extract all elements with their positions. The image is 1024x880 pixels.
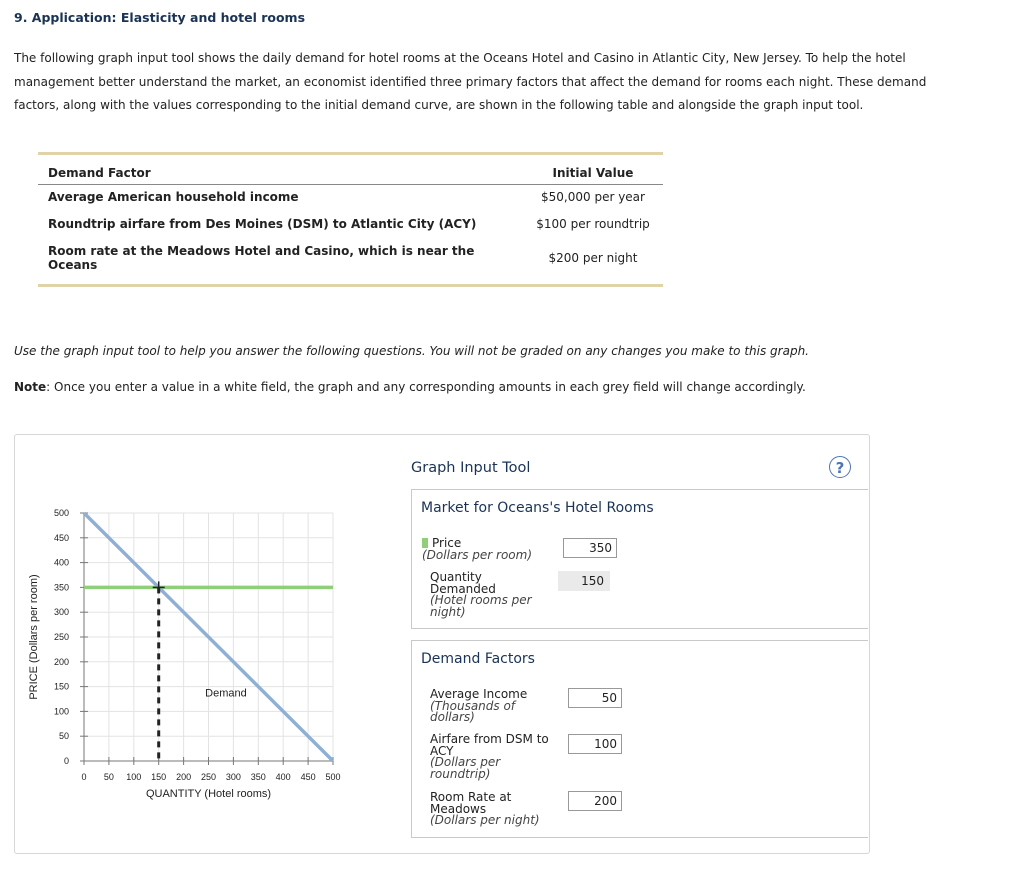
x-tick-label: 200 [176,772,192,782]
x-tick-label: 350 [250,772,266,782]
x-tick-label: 450 [300,772,316,782]
y-tick-label: 500 [53,508,69,518]
y-tick-label: 250 [53,632,69,642]
room-rate-label-group [430,792,540,827]
y-tick-label: 200 [53,656,69,667]
graph-input-panel [14,434,870,854]
y-tick-label: 350 [53,582,69,593]
y-tick-label: 300 [53,607,69,618]
x-tick-label: 100 [126,772,142,782]
factor-value: $100 per roundtrip [536,217,650,231]
airfare-label-line2: ACY [430,743,454,758]
income-label: Average Income [430,687,528,701]
table-row [38,185,663,213]
x-tick-label: 400 [275,772,291,782]
room-rate-label-line1: Room Rate at [430,790,512,804]
market-box [411,489,868,629]
room-rate-unit: (Dollars per night) [430,813,540,827]
col-header-initial-value: Initial Value [523,155,663,185]
quantity-unit-line2: night) [430,604,466,619]
airfare-label-group [430,734,549,780]
factor-value: $200 per night [548,251,638,265]
y-tick-label: 100 [53,706,69,717]
x-axis-label: QUANTITY (Hotel rooms) [145,788,272,800]
table-row [38,239,663,284]
quantity-demanded-output: 150 [558,571,610,591]
x-tick-label: 50 [103,772,114,782]
demand-curve-label: Demand [205,687,247,700]
x-tick-label: 0 [81,772,87,782]
y-axis-label: PRICE (Dollars per room) [28,574,40,700]
note-instruction [14,380,806,394]
quantity-label-line2: Demanded [430,581,496,596]
price-input[interactable]: 350 [563,538,617,558]
price-label-group [422,538,532,561]
demand-factor-table [38,152,663,287]
x-tick-label: 150 [151,772,167,782]
note-text: : Once you enter a value in a white field, the graph and any corresponding amounts in each grey field will change accordingly. [46,380,806,394]
price-label: Price [432,536,462,550]
average-income-input[interactable]: 50 [568,688,622,708]
demand-factors-box [411,640,868,838]
intro-paragraph: The following graph input tool shows the daily demand for hotel rooms at the Oceans Hotel and Casino in Atlantic City, New Jersey. To help the hotel management better understand the market, an economist identified three primary factors that affect the demand for rooms each night. These demand factors, along with the values corresponding to the initial demand curve, are shown in the following table and alongside the graph input tool. [14,51,927,112]
y-tick-label: 150 [53,681,69,692]
usage-instruction: Use the graph input tool to help you answer the following questions. You will not be graded on any changes you make to this graph. [14,344,809,358]
question-title: 9. Application: Elasticity and hotel rooms [14,10,306,25]
y-tick-label: 400 [53,557,69,568]
x-tick-label: 300 [225,772,241,782]
y-tick-label: 50 [58,731,69,742]
demand-chart[interactable] [15,435,405,853]
demand-factors-title: Demand Factors [421,651,535,667]
graph-input-tool-title: Graph Input Tool [411,460,531,476]
x-tick-label: 250 [200,772,217,782]
airfare-unit-line1: (Dollars per [430,755,501,769]
income-unit-line1: (Thousands of [430,698,516,713]
factor-name: Room rate at the Meadows Hotel and Casino, which is near the Oceans [48,244,475,272]
factor-value: $50,000 per year [541,190,645,204]
room-rate-label-line2: Meadows [430,801,487,816]
price-unit: (Dollars per room) [422,547,533,562]
quantity-label-group [430,572,532,618]
y-tick-label: 450 [53,532,69,543]
quantity-unit-line1: (Hotel rooms per [430,593,532,607]
factor-name: Roundtrip airfare from Des Moines (DSM) to Atlantic City (ACY) [48,217,477,231]
income-unit-line2: dollars) [430,710,475,724]
airfare-input[interactable]: 100 [568,734,622,754]
col-header-factor: Demand Factor [38,155,523,185]
airfare-label-line1: Airfare from DSM to [430,732,549,746]
table-row [38,212,663,239]
room-rate-input[interactable]: 200 [568,791,622,811]
price-swatch-icon [422,538,428,548]
help-icon[interactable]: ? [829,456,851,478]
x-tick-label: 500 [325,772,341,782]
factor-name: Average American household income [48,190,299,204]
y-tick-label: 0 [63,756,69,766]
airfare-unit-line2: roundtrip) [430,766,491,781]
income-label-group [430,689,527,724]
market-title: Market for Oceans's Hotel Rooms [421,500,654,516]
note-label: Note [14,380,47,394]
quantity-label-line1: Quantity [430,570,482,584]
